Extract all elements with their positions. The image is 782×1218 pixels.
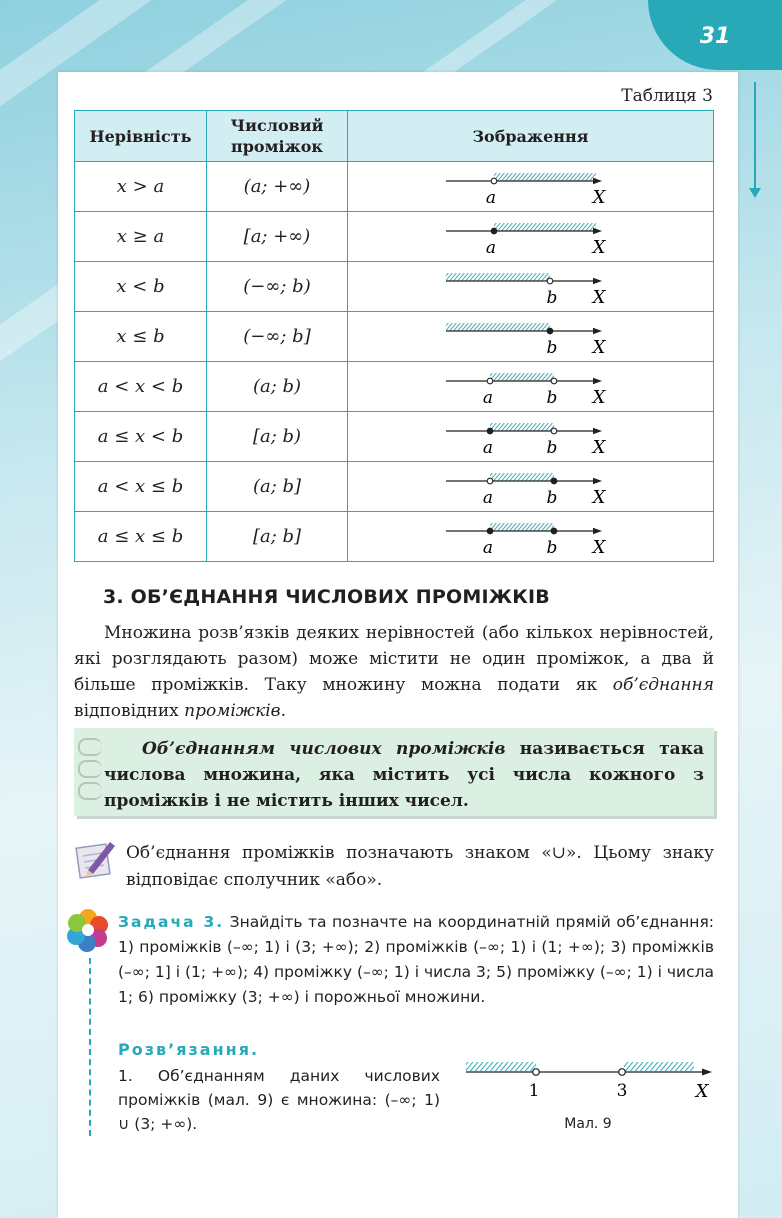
number-line-figure: [446, 165, 616, 209]
interval-figure-cell: [348, 262, 714, 312]
fig9-label-x: X: [695, 1081, 709, 1102]
header-image: Зображення: [348, 111, 714, 162]
figure-9: [462, 1056, 718, 1112]
solution-text: 1. Об’єднанням даних числових проміжків (мал. 9) є множина: (–∞; 1) ∪ (3; +∞).: [118, 1067, 440, 1133]
fig9-label-1: 1: [528, 1081, 540, 1101]
axis-label: b: [546, 287, 557, 308]
axis-arrow-icon: [593, 227, 602, 233]
para-text-3: .: [280, 701, 286, 721]
axis-label: X: [592, 336, 605, 358]
open-point: [551, 428, 557, 434]
task-dashed-line: [89, 958, 91, 1136]
interval-cell: [a; +∞): [207, 212, 348, 262]
table-row: [75, 512, 714, 562]
hatched-interval: [446, 323, 550, 331]
interval-figure-cell: [348, 212, 714, 262]
table-row: [75, 212, 714, 262]
spiral-icon: [78, 760, 102, 778]
closed-point: [491, 228, 497, 234]
task-text: [118, 910, 714, 1010]
interval-cell: [a; b): [207, 412, 348, 462]
hatched-interval: [490, 423, 554, 431]
table-header-row: [75, 111, 714, 162]
pencil-note-icon: [74, 838, 116, 880]
inequality-cell: a ≤ x < b: [75, 412, 207, 462]
solution-title: Розв’язання.: [118, 1040, 260, 1059]
fig9-point-1: [533, 1069, 540, 1076]
axis-arrow-icon: [593, 177, 602, 183]
table-row: [75, 362, 714, 412]
closed-point: [487, 528, 493, 534]
axis-label: a: [482, 387, 493, 408]
fig9-hatch-left: [466, 1062, 536, 1071]
inequality-cell: x < b: [75, 262, 207, 312]
hatched-interval: [490, 373, 554, 381]
interval-figure-cell: [348, 412, 714, 462]
table-row: [75, 262, 714, 312]
closed-point: [551, 528, 557, 534]
axis-arrow-icon: [593, 477, 602, 483]
open-point: [547, 278, 553, 284]
fig9-arrow-icon: [702, 1069, 712, 1076]
axis-label: a: [482, 487, 493, 508]
number-line-figure: [446, 465, 616, 509]
axis-arrow-icon: [593, 427, 602, 433]
axis-label: a: [485, 237, 496, 258]
figure-9-caption: Мал. 9: [564, 1116, 612, 1132]
interval-cell: (a; b]: [207, 462, 348, 512]
header-interval-text: Числовий проміжок: [230, 116, 324, 156]
inequality-cell: a < x < b: [75, 362, 207, 412]
definition-term: Об’єднанням числових проміжків: [142, 739, 506, 759]
interval-cell: (a; b): [207, 362, 348, 412]
fig9-label-3: 3: [616, 1081, 628, 1101]
hatched-interval: [490, 523, 554, 531]
axis-arrow-icon: [593, 277, 602, 283]
number-line-figure: [446, 415, 616, 459]
closed-point: [547, 328, 553, 334]
definition-rest: називається така числова множина, яка містить усі числа кожного з проміжків і не містить інших чисел.: [104, 739, 704, 811]
inequality-cell: a < x ≤ b: [75, 462, 207, 512]
interval-cell: [a; b]: [207, 512, 348, 562]
table-row: [75, 162, 714, 212]
inequality-cell: x ≥ a: [75, 212, 207, 262]
table-row: [75, 412, 714, 462]
hatched-interval: [494, 223, 596, 231]
axis-label: b: [546, 437, 557, 458]
interval-figure-cell: [348, 312, 714, 362]
axis-label: X: [592, 436, 605, 458]
number-line-figure: [446, 315, 616, 359]
axis-arrow-icon: [593, 327, 602, 333]
spiral-icon: [78, 782, 102, 800]
para-emphasis-2: проміжків: [184, 701, 281, 721]
axis-label: X: [592, 286, 605, 308]
open-point: [487, 478, 493, 484]
side-arrow-icon: [754, 82, 756, 190]
header-interval: [207, 111, 348, 162]
task-label: Задача 3.: [118, 913, 225, 931]
inequality-cell: x > a: [75, 162, 207, 212]
task-body: Знайдіть та позначте на координатній прямій об’єднання: 1) проміжків (–∞; 1) і (3; +∞); 2) проміжків (–∞; 1) і (1; +∞); 3) проміжків (–∞; 1] і (1; +∞); 4) проміжку (–∞; 1) і числа 3; 5) проміжку (–∞; 1) і числа 1; 6) проміжку (3; +∞) і порожньої множини.: [118, 913, 714, 1006]
hatched-interval: [490, 473, 554, 481]
open-point: [491, 178, 497, 184]
axis-label: X: [592, 386, 605, 408]
number-line-figure: [446, 515, 616, 559]
axis-label: b: [546, 487, 557, 508]
closed-point: [551, 478, 557, 484]
para-text-1: Множина розв’язків деяких нерівностей (або кількох нерівностей, які розглядають разом) може містити не один проміжок, а два й більше проміжків. Таку множину можна подати як: [74, 623, 714, 695]
axis-label: b: [546, 337, 557, 358]
closed-point: [487, 428, 493, 434]
spiral-icon: [78, 738, 102, 756]
axis-label: a: [482, 537, 493, 558]
table-row: [75, 312, 714, 362]
inequality-cell: x ≤ b: [75, 312, 207, 362]
number-line-figure: [446, 265, 616, 309]
para-emphasis-1: об’єднання: [612, 675, 714, 695]
axis-label: a: [482, 437, 493, 458]
axis-label: b: [546, 537, 557, 558]
hatched-interval: [494, 173, 596, 181]
interval-figure-cell: [348, 162, 714, 212]
interval-cell: (a; +∞): [207, 162, 348, 212]
axis-label: X: [592, 186, 605, 208]
note-text: Об’єднання проміжків позначають знаком «∪». Цьому знаку відповідає сполучник «або».: [126, 843, 714, 890]
axis-label: b: [546, 387, 557, 408]
fig9-point-3: [619, 1069, 626, 1076]
axis-label: X: [592, 236, 605, 258]
axis-label: X: [592, 486, 605, 508]
open-point: [487, 378, 493, 384]
number-line-figure: [446, 365, 616, 409]
para-text-2: відповідних: [74, 701, 185, 721]
section-paragraph: [74, 620, 714, 724]
interval-cell: (−∞; b): [207, 262, 348, 312]
axis-label: X: [592, 536, 605, 558]
section-title: 3. ОБ’ЄДНАННЯ ЧИСЛОВИХ ПРОМІЖКІВ: [103, 586, 550, 608]
table-row: [75, 462, 714, 512]
interval-cell: (−∞; b]: [207, 312, 348, 362]
axis-arrow-icon: [593, 527, 602, 533]
fig9-hatch-right: [624, 1062, 694, 1071]
definition-text: [104, 736, 704, 814]
axis-arrow-icon: [593, 377, 602, 383]
header-inequality: Нерівність: [75, 111, 207, 162]
inequality-cell: a ≤ x ≤ b: [75, 512, 207, 562]
intervals-table: [74, 110, 714, 562]
number-line-figure: [446, 215, 616, 259]
axis-label: a: [485, 187, 496, 208]
interval-figure-cell: [348, 512, 714, 562]
page-number: 31: [699, 24, 731, 49]
open-point: [551, 378, 557, 384]
hatched-interval: [446, 273, 550, 281]
table-caption: Таблиця 3: [621, 86, 713, 106]
interval-figure-cell: [348, 462, 714, 512]
interval-figure-cell: [348, 362, 714, 412]
flower-task-icon: [66, 908, 110, 952]
